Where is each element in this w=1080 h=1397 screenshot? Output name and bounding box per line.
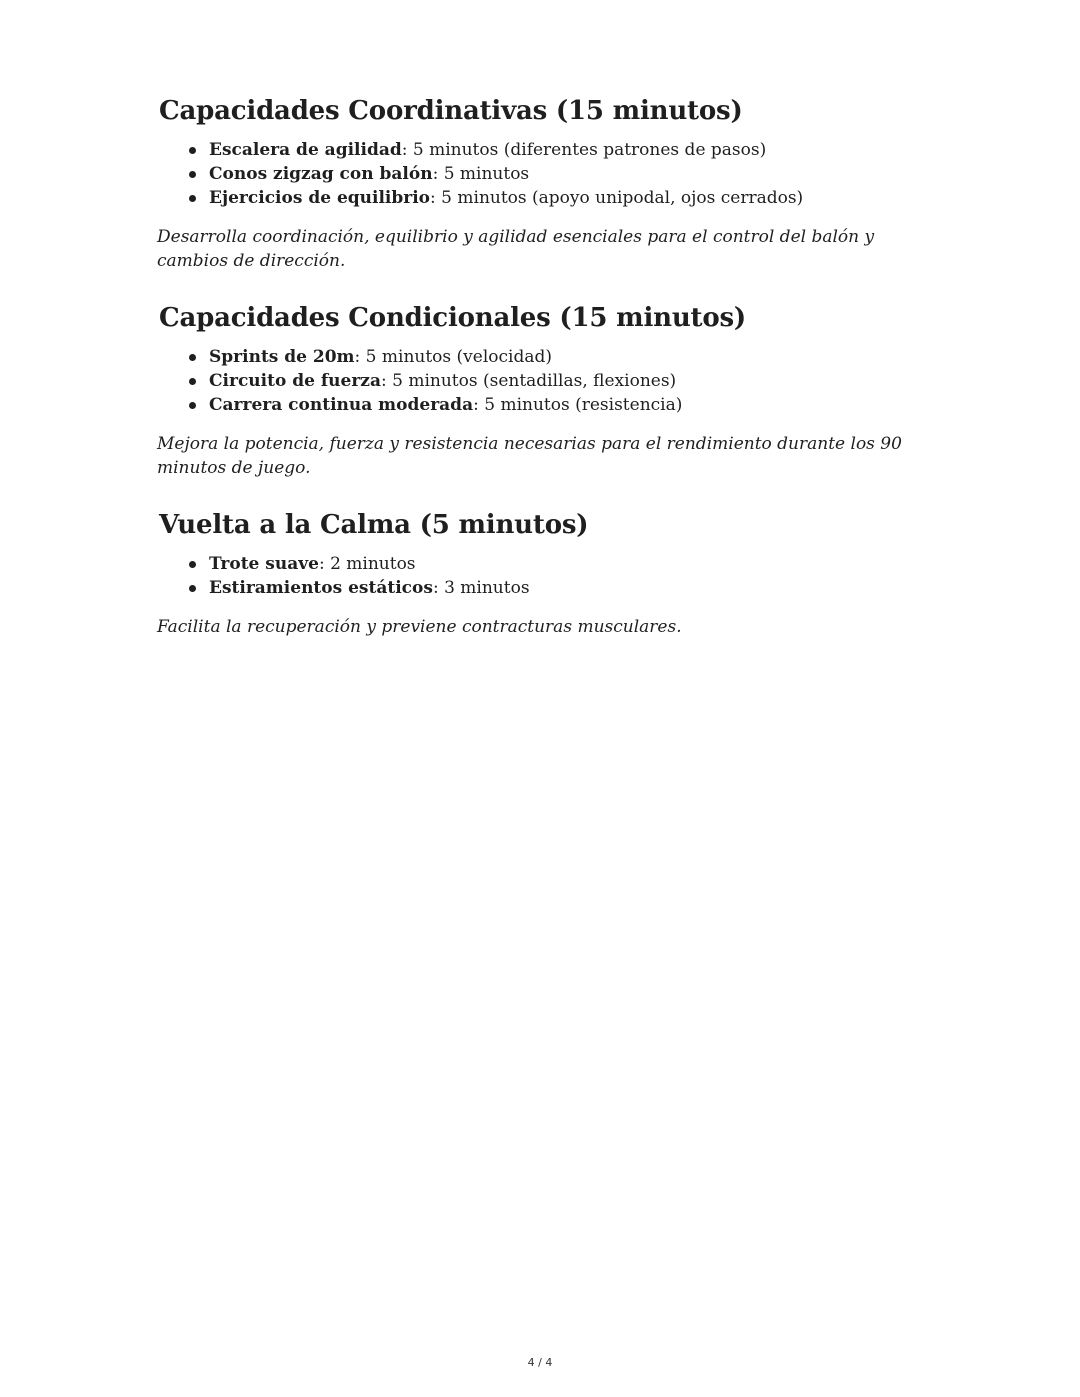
activity-detail: : 5 minutos [432, 164, 530, 184]
activity-list-coordinativas [157, 138, 917, 210]
list-item [187, 576, 917, 600]
activity-name: Estiramientos estáticos [209, 578, 433, 598]
page-number: 4 / 4 [527, 1356, 553, 1369]
activity-detail: : 5 minutos (velocidad) [354, 347, 553, 367]
list-item [187, 345, 917, 369]
list-item [187, 138, 917, 162]
activity-detail: : 5 minutos (sentadillas, flexiones) [380, 371, 677, 391]
activity-detail: : 5 minutos (resistencia) [473, 395, 683, 415]
activity-detail: : 2 minutos [318, 554, 416, 574]
list-item [187, 162, 917, 186]
activity-name: Trote suave [209, 554, 319, 574]
bullet-icon [189, 171, 196, 178]
bullet-icon [189, 585, 196, 592]
section-title-coordinativas: Capacidades Coordinativas (15 minutos) [159, 96, 743, 126]
activity-detail: : 5 minutos (apoyo unipodal, ojos cerrados) [430, 188, 804, 208]
activity-detail: : 3 minutos [432, 578, 530, 598]
section-title-condicionales: Capacidades Condicionales (15 minutos) [159, 303, 747, 333]
activity-name: Conos zigzag con balón [209, 164, 433, 184]
bullet-icon [189, 354, 196, 361]
list-item [187, 552, 917, 576]
activity-name: Ejercicios de equilibrio [209, 188, 431, 208]
bullet-icon [189, 147, 196, 154]
activity-detail: : 5 minutos (diferentes patrones de pasos) [401, 140, 767, 160]
activity-name: Carrera continua moderada [209, 395, 474, 415]
bullet-icon [189, 561, 196, 568]
list-item [187, 186, 917, 210]
activity-name: Escalera de agilidad [209, 140, 402, 160]
activity-name: Circuito de fuerza [209, 371, 381, 391]
section-note-condicionales: Mejora la potencia, fuerza y resistencia necesarias para el rendimiento durante los 90 minutos de juego. [157, 434, 902, 478]
page-content [157, 94, 917, 667]
list-item [187, 369, 917, 393]
section-note-coordinativas: Desarrolla coordinación, equilibrio y agilidad esenciales para el control del balón y cambios de dirección. [157, 227, 875, 271]
activity-list-condicionales [157, 345, 917, 417]
bullet-icon [189, 402, 196, 409]
activity-list-vuelta-calma [157, 552, 917, 600]
activity-name: Sprints de 20m [209, 347, 355, 367]
bullet-icon [189, 378, 196, 385]
section-note-vuelta-calma: Facilita la recuperación y previene contracturas musculares. [157, 617, 682, 637]
bullet-icon [189, 195, 196, 202]
list-item [187, 393, 917, 417]
section-title-vuelta-calma: Vuelta a la Calma (5 minutos) [159, 510, 589, 540]
